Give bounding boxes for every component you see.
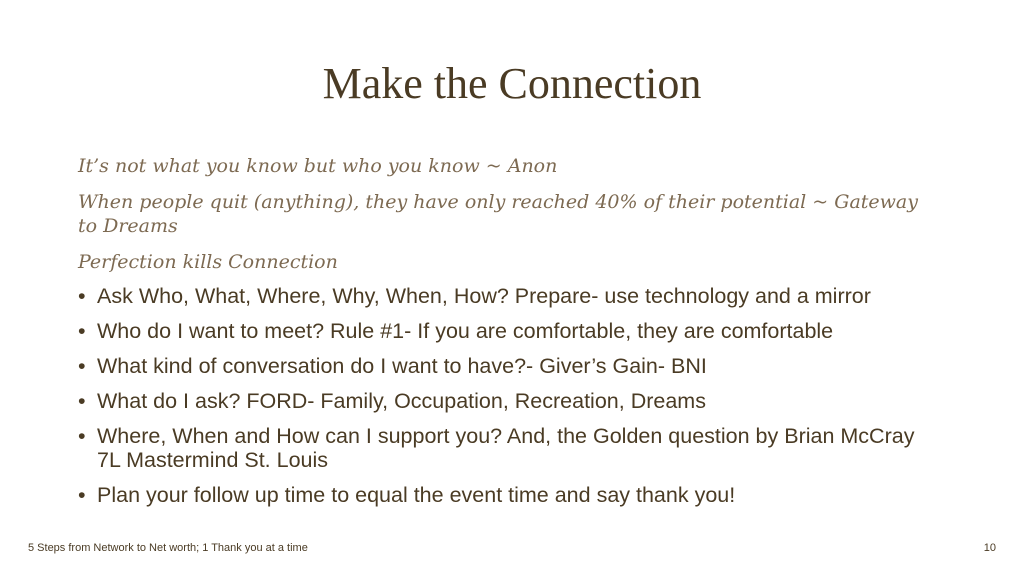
bullet-item [78,284,928,308]
quote: Perfection kills Connection [78,251,338,273]
bullet-text: What kind of conversation do I want to have?- Giver’s Gain- BNI [97,354,707,378]
bullet-dot: • [78,424,86,448]
bullet-item [78,319,928,343]
bullet-item [78,389,928,413]
bullet-dot: • [78,354,86,378]
bullet-item [78,424,928,472]
bullet-dot: • [78,319,86,343]
bullet-dot: • [78,284,86,308]
bullet-text: Who do I want to meet? Rule #1- If you are comfortable, they are comfortable [97,319,834,343]
bullet-list [78,284,928,518]
page-number: 10 [983,542,996,554]
bullet-text: What do I ask? FORD- Family, Occupation, Recreation, Dreams [97,389,706,413]
bullet-dot: • [78,483,86,507]
bullet-dot: • [78,389,86,413]
bullet-text: Plan your follow up time to equal the event time and say thank you! [97,483,736,507]
bullet-text: Ask Who, What, Where, Why, When, How? Prepare- use technology and a mirror [97,284,871,308]
bullet-item [78,483,928,507]
footer-text: 5 Steps from Network to Net worth; 1 Thank you at a time [28,542,308,554]
slide-title: Make the Connection [322,59,702,108]
bullet-text: Where, When and How can I support you? And, the Golden question by Brian McCray 7L Mastermind St. Louis [97,424,915,472]
bullet-item [78,354,928,378]
quote: When people quit (anything), they have only reached 40% of their potential ~ Gateway to Dreams [78,191,918,237]
quotes-block [78,154,928,286]
quote: It’s not what you know but who you know ~ Anon [78,155,558,177]
